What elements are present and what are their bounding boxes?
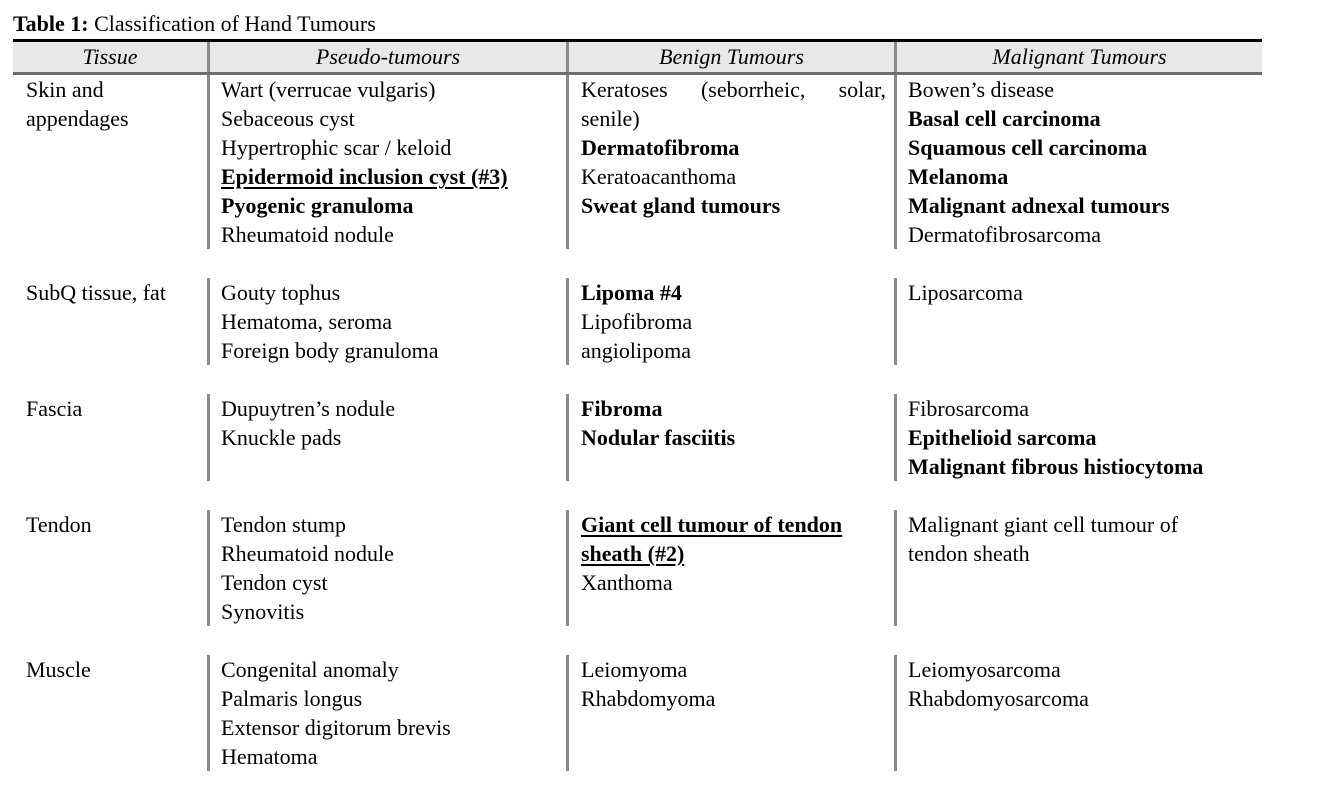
malignant-tumours-cell (908, 75, 1268, 249)
header-divider (207, 42, 210, 72)
list-item: Leiomyoma (581, 657, 688, 682)
pseudo-tumours-cell (221, 510, 566, 626)
tissue-text: Skin and (26, 77, 104, 102)
list-item: Tendon stump (221, 512, 346, 537)
benign-tumours-cell (581, 510, 886, 597)
tissue-text: appendages (26, 106, 129, 131)
list-item: Extensor digitorum brevis (221, 715, 451, 740)
list-item: senile) (581, 106, 640, 131)
column-divider (207, 75, 210, 249)
header-benign-tumours: Benign Tumours (659, 44, 804, 69)
column-divider (894, 75, 897, 249)
list-item: Knuckle pads (221, 425, 342, 450)
list-item: Dermatofibroma (581, 135, 740, 160)
column-divider (894, 510, 897, 626)
list-item: Wart (verrucae vulgaris) (221, 77, 436, 102)
header-malignant-tumours: Malignant Tumours (992, 44, 1167, 69)
list-item: Malignant adnexal tumours (908, 193, 1170, 218)
list-item: Leiomyosarcoma (908, 657, 1061, 682)
pseudo-tumours-cell (221, 394, 566, 452)
header-divider (566, 42, 569, 72)
list-item-text: Epidermoid inclusion cyst (#3) (221, 164, 508, 189)
benign-tumours-cell (581, 278, 886, 365)
list-item: angiolipoma (581, 338, 691, 363)
malignant-tumours-cell (908, 278, 1268, 307)
column-divider (566, 394, 569, 481)
list-item (581, 510, 886, 539)
pseudo-tumours-cell (221, 75, 566, 249)
list-item: Foreign body granuloma (221, 338, 439, 363)
list-item: tendon sheath (908, 541, 1030, 566)
list-item: Gouty tophus (221, 280, 341, 305)
tissue-cell (26, 75, 204, 133)
column-divider (894, 655, 897, 771)
list-item (221, 162, 566, 191)
malignant-tumours-cell (908, 510, 1268, 568)
malignant-tumours-cell (908, 394, 1268, 481)
list-item: Sebaceous cyst (221, 106, 355, 131)
tissue-cell (26, 510, 204, 539)
list-item: Rhabdomyosarcoma (908, 686, 1089, 711)
list-item: Squamous cell carcinoma (908, 135, 1148, 160)
tissue-text: Muscle (26, 657, 91, 682)
table-caption-label: Table 1: (13, 11, 89, 36)
list-item: Lipofibroma (581, 309, 693, 334)
list-item: Bowen’s disease (908, 77, 1055, 102)
column-divider (207, 510, 210, 626)
list-item: Rheumatoid nodule (221, 222, 394, 247)
column-divider (566, 278, 569, 365)
malignant-tumours-cell (908, 655, 1268, 713)
column-divider (894, 278, 897, 365)
table-caption-text: Classification of Hand Tumours (94, 11, 376, 36)
benign-tumours-cell (581, 394, 886, 452)
list-item: Congenital anomaly (221, 657, 399, 682)
benign-tumours-cell (581, 75, 886, 220)
pseudo-tumours-cell (221, 655, 566, 771)
list-item: Tendon cyst (221, 570, 328, 595)
header-tissue: Tissue (82, 44, 138, 69)
column-divider (566, 75, 569, 249)
list-item: Dupuytren’s nodule (221, 396, 396, 421)
list-item: Rheumatoid nodule (221, 541, 394, 566)
list-item: Basal cell carcinoma (908, 106, 1101, 131)
list-item: Fibroma (581, 396, 663, 421)
table-caption (13, 10, 376, 38)
column-divider (566, 510, 569, 626)
column-divider (894, 394, 897, 481)
table-header (13, 42, 1262, 75)
list-item: Palmaris longus (221, 686, 363, 711)
tissue-cell (26, 394, 204, 423)
column-divider (566, 655, 569, 771)
list-item: Dermatofibrosarcoma (908, 222, 1102, 247)
list-item: Malignant giant cell tumour of (908, 512, 1179, 537)
list-item-text: sheath (#2) (581, 541, 685, 566)
list-item: Xanthoma (581, 570, 673, 595)
pseudo-tumours-cell (221, 278, 566, 365)
list-item: Keratoses (seborrheic, solar, (581, 77, 886, 102)
benign-tumours-cell (581, 655, 886, 713)
list-item: Lipoma #4 (581, 280, 682, 305)
tissue-cell (26, 655, 204, 684)
list-item: Hematoma, seroma (221, 309, 393, 334)
tissue-cell (26, 278, 204, 307)
list-item: Keratoacanthoma (581, 164, 737, 189)
list-item (581, 539, 886, 568)
list-item: Pyogenic granuloma (221, 193, 414, 218)
list-item: Rhabdomyoma (581, 686, 716, 711)
header-pseudo-tumours: Pseudo-tumours (315, 44, 461, 69)
list-item: Hematoma (221, 744, 318, 769)
column-divider (207, 655, 210, 771)
list-item: Hypertrophic scar / keloid (221, 135, 452, 160)
header-divider (894, 42, 897, 72)
list-item: Malignant fibrous histiocytoma (908, 454, 1204, 479)
list-item: Epithelioid sarcoma (908, 425, 1097, 450)
tissue-text: SubQ tissue, fat (26, 280, 166, 305)
list-item: Nodular fasciitis (581, 425, 736, 450)
list-item: Fibrosarcoma (908, 396, 1029, 421)
list-item-text: Giant cell tumour of tendon (581, 512, 843, 537)
list-item: Liposarcoma (908, 280, 1023, 305)
tissue-text: Tendon (26, 512, 92, 537)
list-item: Melanoma (908, 164, 1009, 189)
tissue-text: Fascia (26, 396, 83, 421)
list-item: Synovitis (221, 599, 305, 624)
list-item: Sweat gland tumours (581, 193, 781, 218)
column-divider (207, 278, 210, 365)
column-divider (207, 394, 210, 481)
